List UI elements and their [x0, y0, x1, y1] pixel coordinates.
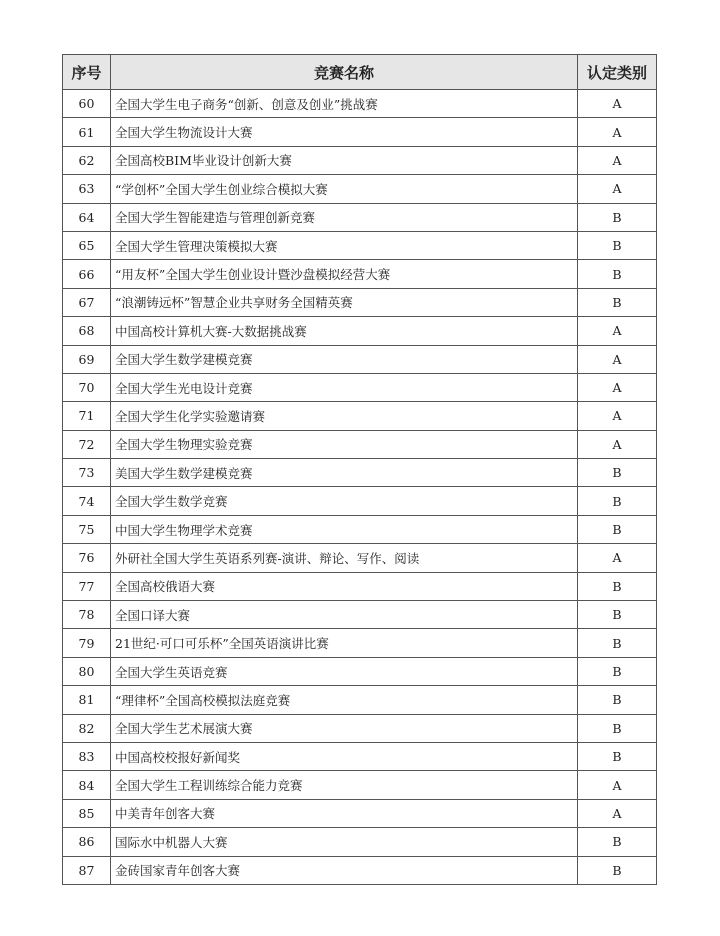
competition-table	[62, 54, 657, 885]
cell-index: 86	[63, 828, 111, 856]
cell-category: B	[578, 742, 657, 770]
cell-category: A	[578, 373, 657, 401]
cell-index: 62	[63, 146, 111, 174]
cell-category: A	[578, 317, 657, 345]
cell-index: 64	[63, 203, 111, 231]
table-row	[63, 657, 657, 685]
header-competition-name: 竞赛名称	[111, 55, 578, 90]
header-index: 序号	[63, 55, 111, 90]
cell-category: B	[578, 260, 657, 288]
cell-index: 70	[63, 373, 111, 401]
table-row	[63, 799, 657, 827]
cell-competition-name: 全国高校俄语大赛	[111, 572, 578, 600]
cell-index: 77	[63, 572, 111, 600]
cell-index: 81	[63, 686, 111, 714]
cell-competition-name: 中国高校计算机大赛-大数据挑战赛	[111, 317, 578, 345]
table-row	[63, 544, 657, 572]
cell-index: 73	[63, 459, 111, 487]
cell-category: B	[578, 856, 657, 884]
cell-index: 68	[63, 317, 111, 345]
cell-index: 79	[63, 629, 111, 657]
cell-competition-name: 全国大学生电子商务“创新、创意及创业”挑战赛	[111, 90, 578, 118]
cell-index: 76	[63, 544, 111, 572]
cell-index: 71	[63, 402, 111, 430]
cell-index: 74	[63, 487, 111, 515]
cell-category: A	[578, 771, 657, 799]
table-row	[63, 231, 657, 259]
cell-category: A	[578, 544, 657, 572]
cell-competition-name: 21世纪·可口可乐杯”全国英语演讲比赛	[111, 629, 578, 657]
table-row	[63, 118, 657, 146]
table-row	[63, 771, 657, 799]
table-row	[63, 856, 657, 884]
cell-competition-name: 全国大学生化学实验邀请赛	[111, 402, 578, 430]
cell-category: A	[578, 430, 657, 458]
cell-competition-name: 全国大学生物理实验竞赛	[111, 430, 578, 458]
cell-competition-name: 全国大学生物流设计大赛	[111, 118, 578, 146]
table-row	[63, 430, 657, 458]
cell-index: 87	[63, 856, 111, 884]
cell-index: 69	[63, 345, 111, 373]
cell-category: B	[578, 629, 657, 657]
cell-category: B	[578, 601, 657, 629]
cell-index: 83	[63, 742, 111, 770]
cell-category: B	[578, 572, 657, 600]
cell-competition-name: “学创杯”全国大学生创业综合模拟大赛	[111, 175, 578, 203]
cell-category: B	[578, 657, 657, 685]
table-row	[63, 742, 657, 770]
table-row	[63, 686, 657, 714]
cell-category: A	[578, 402, 657, 430]
cell-category: A	[578, 175, 657, 203]
table-row	[63, 572, 657, 600]
table-row	[63, 459, 657, 487]
header-category: 认定类别	[578, 55, 657, 90]
cell-category: B	[578, 828, 657, 856]
table-row	[63, 288, 657, 316]
cell-category: B	[578, 288, 657, 316]
cell-category: B	[578, 487, 657, 515]
table-body	[63, 90, 657, 885]
cell-index: 75	[63, 515, 111, 543]
cell-index: 60	[63, 90, 111, 118]
cell-category: B	[578, 203, 657, 231]
cell-category: A	[578, 146, 657, 174]
table-row	[63, 175, 657, 203]
cell-index: 63	[63, 175, 111, 203]
cell-competition-name: 全国大学生数学建模竞赛	[111, 345, 578, 373]
cell-competition-name: 全国大学生工程训练综合能力竞赛	[111, 771, 578, 799]
table-row	[63, 203, 657, 231]
cell-competition-name: 外研社全国大学生英语系列赛-演讲、辩论、写作、阅读	[111, 544, 578, 572]
cell-competition-name: “浪潮铸远杯”智慧企业共享财务全国精英赛	[111, 288, 578, 316]
cell-category: A	[578, 799, 657, 827]
cell-category: B	[578, 686, 657, 714]
cell-competition-name: 国际水中机器人大赛	[111, 828, 578, 856]
cell-category: B	[578, 231, 657, 259]
cell-competition-name: 全国大学生光电设计竞赛	[111, 373, 578, 401]
cell-index: 78	[63, 601, 111, 629]
cell-competition-name: 全国大学生管理决策模拟大赛	[111, 231, 578, 259]
cell-competition-name: “用友杯”全国大学生创业设计暨沙盘模拟经营大赛	[111, 260, 578, 288]
cell-category: A	[578, 118, 657, 146]
cell-index: 80	[63, 657, 111, 685]
cell-category: A	[578, 345, 657, 373]
table-row	[63, 90, 657, 118]
cell-index: 85	[63, 799, 111, 827]
cell-competition-name: 中美青年创客大赛	[111, 799, 578, 827]
table-row	[63, 345, 657, 373]
table-row	[63, 487, 657, 515]
cell-competition-name: 全国口译大赛	[111, 601, 578, 629]
cell-category: A	[578, 90, 657, 118]
cell-index: 61	[63, 118, 111, 146]
table-row	[63, 260, 657, 288]
cell-competition-name: 美国大学生数学建模竞赛	[111, 459, 578, 487]
table-row	[63, 629, 657, 657]
cell-competition-name: 金砖国家青年创客大赛	[111, 856, 578, 884]
cell-index: 65	[63, 231, 111, 259]
cell-index: 82	[63, 714, 111, 742]
cell-index: 67	[63, 288, 111, 316]
table-row	[63, 828, 657, 856]
cell-category: B	[578, 459, 657, 487]
cell-competition-name: 全国高校BIM毕业设计创新大赛	[111, 146, 578, 174]
cell-competition-name: 中国大学生物理学术竞赛	[111, 515, 578, 543]
cell-competition-name: 全国大学生数学竞赛	[111, 487, 578, 515]
table-header-row	[63, 55, 657, 90]
cell-competition-name: “理律杯”全国高校模拟法庭竞赛	[111, 686, 578, 714]
cell-category: B	[578, 714, 657, 742]
table-row	[63, 402, 657, 430]
table-row	[63, 373, 657, 401]
table-row	[63, 601, 657, 629]
cell-index: 72	[63, 430, 111, 458]
table-row	[63, 317, 657, 345]
cell-index: 66	[63, 260, 111, 288]
cell-category: B	[578, 515, 657, 543]
cell-competition-name: 全国大学生艺术展演大赛	[111, 714, 578, 742]
cell-competition-name: 全国大学生智能建造与管理创新竞赛	[111, 203, 578, 231]
cell-index: 84	[63, 771, 111, 799]
cell-competition-name: 全国大学生英语竞赛	[111, 657, 578, 685]
table-row	[63, 515, 657, 543]
table-row	[63, 714, 657, 742]
cell-competition-name: 中国高校校报好新闻奖	[111, 742, 578, 770]
table-row	[63, 146, 657, 174]
